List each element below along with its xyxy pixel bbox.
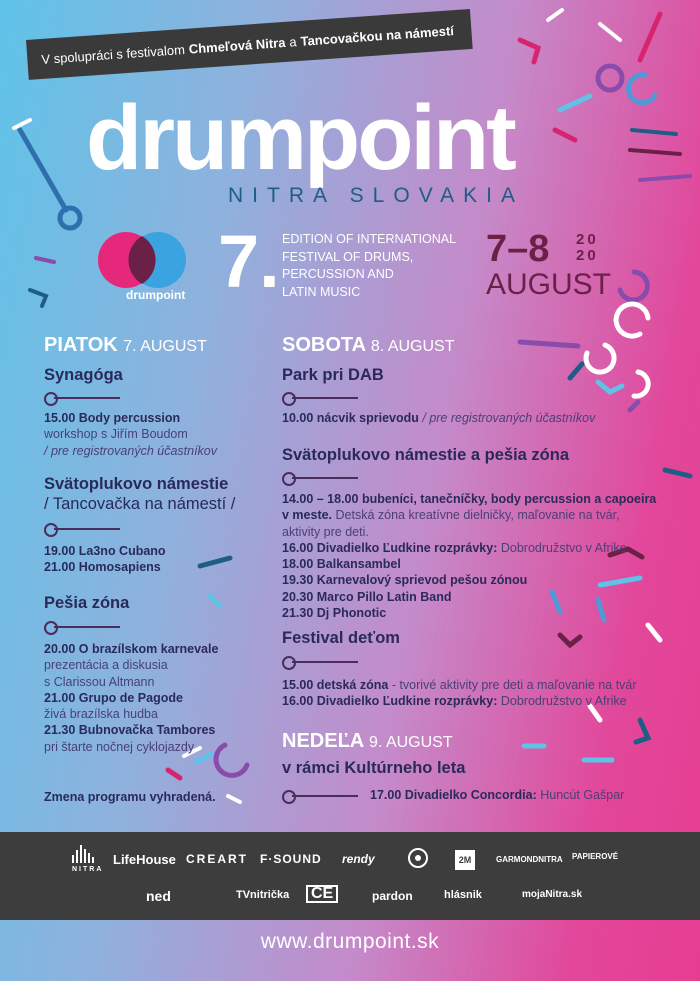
- partnership-banner: [26, 9, 473, 80]
- venue-kulturne-leto: v rámci Kultúrneho leta: [282, 759, 466, 777]
- list-item: [44, 543, 244, 559]
- event-title: v meste.: [282, 508, 333, 523]
- event-time: 21.00: [44, 560, 76, 575]
- website-url[interactable]: www.drumpoint.sk: [260, 930, 440, 953]
- day-heading-friday: [44, 334, 207, 357]
- event-nacvik: [282, 410, 682, 426]
- event-detail: Detská zóna kreatívne dielničky, maľovanie na tvár,: [335, 508, 620, 523]
- day-date: 9. AUGUST: [369, 734, 453, 751]
- event-time: 20.00: [44, 642, 76, 656]
- event-time: 18.00: [282, 557, 314, 571]
- edition-line: PERCUSSION AND: [282, 267, 394, 281]
- date-year-bottom: 20: [576, 246, 599, 264]
- event-detail: Dobrodružstvo v Afrike: [500, 694, 627, 709]
- event-title: Divadielko Ľudkine rozprávky:: [316, 694, 498, 709]
- venue-namestie-sub: [44, 495, 235, 514]
- notice-text: Zmena programu vyhradená.: [44, 790, 216, 804]
- event-concordia: [370, 787, 690, 803]
- divider: [282, 655, 358, 667]
- edition-number: 7.: [218, 220, 280, 303]
- sponsor-tvnitricka: TVnitrička: [236, 889, 290, 901]
- sponsor-pardon: pardon: [372, 889, 413, 903]
- sponsor-ned: ned: [146, 888, 171, 904]
- event-time: 16.00: [282, 540, 314, 555]
- divider: [282, 789, 358, 801]
- event-detail: Huncút Gašpar: [540, 788, 625, 802]
- edition-line: LATIN MUSIC: [282, 284, 361, 299]
- event-detail: s Clarissou Altmann: [44, 674, 155, 689]
- sponsor-fsound: F·SOUND: [260, 852, 322, 866]
- divider: [282, 471, 358, 483]
- sponsor-nitra: NITRA: [72, 866, 104, 873]
- event-time: 21.00: [44, 690, 76, 705]
- event-list-kids: [282, 677, 692, 710]
- date-year-top: 20: [576, 231, 599, 248]
- banner-partner-2: Tancovačkou na námestí: [299, 22, 455, 49]
- event-title: bubeníci, tanečníčky, body percussion a capoeira: [361, 492, 657, 506]
- date-month: AUGUST: [486, 268, 612, 301]
- event-detail: prezentácia a diskusia: [44, 658, 168, 673]
- sponsor-creart: CREART: [186, 852, 248, 866]
- divider: [44, 391, 120, 403]
- banner-partner-1: Chmeľová Nitra: [188, 34, 286, 57]
- event-time: 14.00 – 18.00: [282, 492, 359, 506]
- event-note: / pre registrovaných účastníkov: [422, 411, 596, 425]
- camera-logo-icon: [408, 848, 428, 868]
- event-list-namestie: [44, 543, 244, 576]
- event-title: La3no Cubano: [78, 544, 166, 558]
- event-time: 20.30: [282, 589, 314, 604]
- event-time: 10.00: [282, 411, 314, 425]
- event-title: Divadielko Ľudkine rozprávky:: [316, 540, 498, 555]
- event-detail: workshop s Jiřím Boudom: [44, 427, 188, 442]
- edition-line: EDITION OF INTERNATIONAL: [282, 232, 457, 246]
- nitra-logo-icon: [72, 845, 94, 863]
- event-title: Balkansambel: [316, 557, 401, 571]
- logo-text: drumpoint: [126, 288, 186, 302]
- event-list-saturday: [282, 491, 682, 621]
- venue-pesia-zona: Pešia zóna: [44, 594, 130, 612]
- list-item: [44, 559, 244, 575]
- day-name: PIATOK: [44, 334, 118, 356]
- day-name: SOBOTA: [282, 334, 366, 356]
- event-time: 17.00: [370, 788, 402, 802]
- day-date: 8. AUGUST: [370, 338, 455, 355]
- divider: [44, 620, 120, 632]
- edition-description: [282, 231, 482, 301]
- venue-namestie: Svätoplukovo námestie: [44, 475, 229, 493]
- sponsor-papierove: PAPIEROVÉ: [572, 852, 619, 861]
- venue-festival-detom: Festival deťom: [282, 629, 400, 647]
- venue-synagoga: Synagóga: [44, 366, 123, 384]
- divider: [282, 391, 358, 403]
- sponsor-hlasnik: hlásnik: [444, 889, 482, 901]
- sponsor-ce: CE: [306, 885, 338, 903]
- event-body-percussion: [44, 410, 264, 459]
- event-title: Grupo de Pagode: [78, 690, 183, 705]
- event-time: 21.30: [282, 605, 314, 620]
- event-list-pesia: [44, 641, 244, 755]
- sponsors-bar: [0, 832, 700, 920]
- date-year: [576, 232, 606, 264]
- festival-dates: [486, 230, 611, 300]
- event-time: 16.00: [282, 694, 314, 709]
- event-title: Marco Pillo Latin Band: [316, 589, 452, 604]
- day-date: 7. AUGUST: [123, 338, 207, 355]
- banner-conj: a: [288, 33, 298, 50]
- venue-namestie-pesia: Svätoplukovo námestie a pešia zóna: [282, 446, 570, 464]
- event-time: 19.00: [44, 544, 76, 558]
- event-title: Dj Phonotic: [316, 605, 387, 620]
- festival-subtitle: NITRA SLOVAKIA: [228, 184, 524, 207]
- date-days: 7–8: [486, 228, 550, 270]
- day-heading-saturday: [282, 334, 454, 357]
- day-heading-sunday: [282, 730, 453, 753]
- event-time: 15.00: [282, 678, 314, 692]
- program-notice: [44, 789, 216, 805]
- day-name: NEDEĽA: [282, 730, 364, 752]
- event-title: Divadielko Concordia:: [404, 788, 537, 802]
- event-title: Body percussion: [78, 411, 181, 425]
- event-detail: - tvorivé aktivity pre deti a maľovanie na tvár: [391, 678, 637, 692]
- edition-line: FESTIVAL OF DRUMS,: [282, 249, 414, 264]
- event-time: 21.30: [44, 723, 76, 738]
- event-time: 19.30: [282, 573, 314, 588]
- festival-title: drumpoint: [86, 87, 514, 189]
- divider: [44, 522, 120, 534]
- sponsor-mojanitra: mojaNitra.sk: [522, 889, 583, 900]
- event-title: O brazílskom karnevale: [78, 642, 219, 656]
- sponsor-2m: 2M: [455, 850, 475, 870]
- banner-prefix: V spolupráci s festivalom: [40, 41, 186, 67]
- venue-sub: / Tancovačka na námestí /: [44, 495, 236, 513]
- event-title: Bubnovačka Tambores: [78, 723, 216, 738]
- event-detail: pri štarte nočnej cyklojazdy: [44, 739, 195, 754]
- event-title: detská zóna: [316, 678, 389, 692]
- sponsor-lifehouse: LifeHouse: [113, 852, 176, 867]
- venue-park-dab: Park pri DAB: [282, 366, 384, 384]
- sponsor-garmond: GARMONDNITRA: [496, 855, 563, 864]
- sponsor-rendy: rendy: [342, 852, 375, 866]
- event-detail: Dobrodružstvo v Afrike: [500, 540, 627, 555]
- event-detail: aktivity pre deti.: [282, 524, 369, 539]
- event-detail: živá brazílska hudba: [44, 707, 158, 721]
- event-title: Homosapiens: [78, 560, 161, 575]
- event-time: 15.00: [44, 411, 76, 425]
- event-note: / pre registrovaných účastníkov: [44, 443, 217, 458]
- event-title: nácvik sprievodu: [316, 411, 419, 425]
- event-title: Karnevalový sprievod pešou zónou: [316, 573, 528, 588]
